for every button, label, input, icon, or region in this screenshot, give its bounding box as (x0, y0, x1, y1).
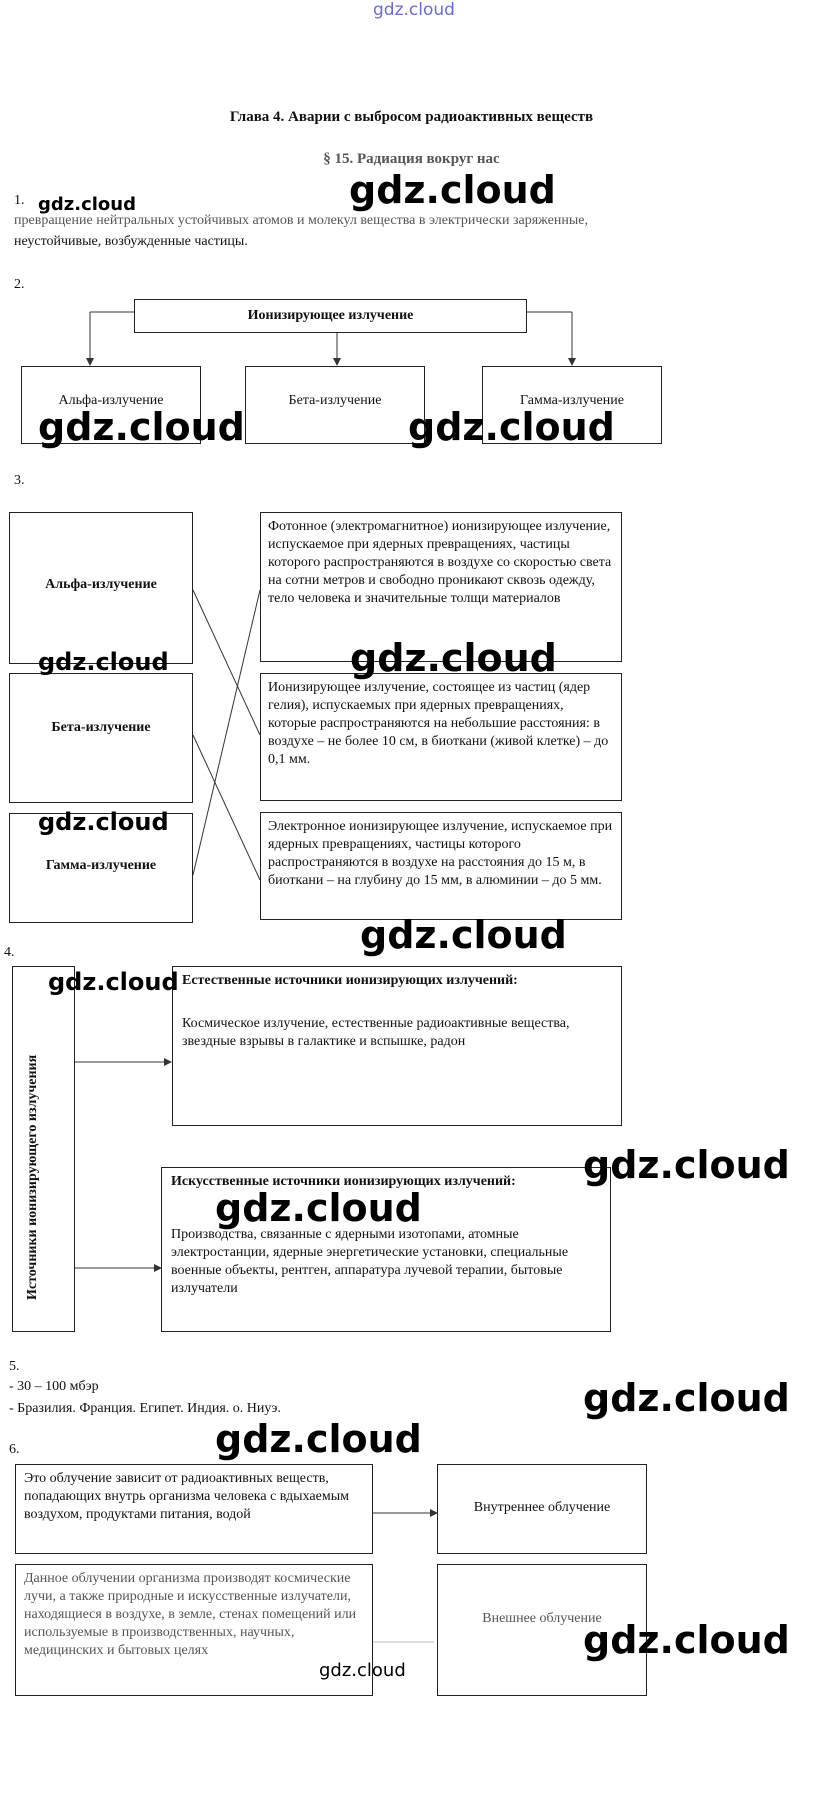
q3-left-box-beta (9, 673, 193, 803)
q4-vertical-box (12, 966, 75, 1332)
q2-child-box-beta (245, 366, 425, 444)
q4-artificial-text: Производства, связанные с ядерными изотопами, атомные электростанции, ядерные энергетические установки, специальные военные объекты, рентген, аппаратура лучевой терапии, бытовые излучатели (171, 1227, 569, 1296)
watermark-logo: gdz.cloud (38, 405, 245, 449)
watermark-logo: gdz.cloud (215, 1417, 422, 1461)
q2-child-label-alpha: Альфа-излучение (58, 393, 164, 408)
q2-root-box (134, 299, 527, 333)
q4-number: 4. (4, 945, 15, 960)
q1-number: 1. (14, 193, 25, 208)
q6-number: 6. (9, 1442, 20, 1457)
section-title: § 15. Радиация вокруг нас (323, 151, 500, 167)
q3-left-label-alpha: Альфа-излучение (45, 577, 157, 592)
q1-text-line2: неустойчивые, возбужденные частицы. (14, 234, 248, 249)
watermark-logo: gdz.cloud (38, 194, 136, 215)
watermark-logo: gdz.cloud (360, 913, 567, 957)
q4-natural-title: Естественные источники ионизирующих излучений: (182, 973, 518, 988)
q4-natural-text: Космическое излучение, естественные радиоактивные вещества, звездные взрывы в галактике и вспышке, радон (182, 1016, 570, 1049)
q3-right-text-1: Фотонное (электромагнитное) ионизирующее излучение, испускаемое при ядерных превращениях, частицы которого распространяются в воздухе со скоростью света на сотни метров и свободно проникают сквозь одежду, тело человека и значительные толщи материалов (268, 519, 612, 606)
q2-number: 2. (14, 277, 25, 292)
q4-natural-box (172, 966, 622, 1126)
q6-right-box-1 (437, 1464, 647, 1554)
q3-left-label-gamma: Гамма-излучение (45, 858, 157, 873)
q3-left-box-alpha (9, 512, 193, 664)
watermark-logo: gdz.cloud (319, 1660, 406, 1681)
chapter-title: Глава 4. Аварии с выбросом радиоактивных веществ (229, 109, 594, 125)
watermark-logo: gdz.cloud (583, 1618, 790, 1662)
q4-artificial-title: Искусственные источники ионизирующих излучений: (171, 1174, 516, 1189)
q3-number: 3. (14, 473, 25, 488)
header-watermark-link[interactable]: gdz.cloud (373, 0, 455, 20)
q3-left-label-beta: Бета-излучение (51, 720, 151, 735)
q2-child-label-gamma: Гамма-излучение (520, 393, 624, 408)
q2-root-label: Ионизирующее излучение (247, 308, 414, 323)
watermark-logo: gdz.cloud (38, 648, 169, 676)
q3-right-text-2: Ионизирующее излучение, состоящее из частиц (ядер гелия), испускаемых при ядерных превращениях, которые распространяются на небольшие расстояния: в воздухе – не более 10 см, в биоткани (живой клетке) – до 0,1 мм. (268, 680, 609, 767)
q3-right-box-2 (260, 673, 622, 801)
q2-child-label-beta: Бета-излучение (288, 393, 382, 408)
q6-left-box-1 (15, 1464, 373, 1554)
watermark-logo: gdz.cloud (350, 636, 557, 680)
watermark-logo: gdz.cloud (408, 405, 615, 449)
watermark-logo: gdz.cloud (48, 968, 179, 996)
q3-right-box-3 (260, 812, 622, 920)
q5-line2: - Бразилия. Франция. Египет. Индия. о. Ниуэ. (9, 1401, 281, 1416)
watermark-logo: gdz.cloud (38, 808, 169, 836)
q5-line1: - 30 – 100 мбэр (9, 1379, 99, 1394)
watermark-logo: gdz.cloud (215, 1186, 422, 1230)
q6-right-label-2: Внешнее облучение (482, 1611, 602, 1626)
q5-number: 5. (9, 1359, 20, 1374)
q6-left-text-2: Данное облучении организма производят космические лучи, а также природные и искусственные излучатели, находящиеся в воздухе, в земле, стенах помещений или используемые в производственных, научных, медицинских и бытовых целях (24, 1571, 357, 1658)
q6-right-label-1: Внутреннее облучение (473, 1500, 611, 1515)
q1-text-line1: превращение нейтральных устойчивых атомов и молекул вещества в электрически заряженные, (14, 213, 588, 228)
q3-right-text-3: Электронное ионизирующее излучение, испускаемое при ядерных превращениях, частицы которого распространяются в воздухе на расстояния до 15 м, в биоткани – на глубину до 15 мм, в алюминии – до 5 мм. (268, 819, 613, 888)
watermark-logo: gdz.cloud (583, 1376, 790, 1420)
watermark-logo: gdz.cloud (349, 168, 556, 212)
q6-left-text-1: Это облучение зависит от радиоактивных веществ, попадающих внутрь организма человека с вдыхаемым воздухом, продуктами питания, водой (24, 1471, 349, 1522)
watermark-logo: gdz.cloud (583, 1143, 790, 1187)
q4-vertical-label: Источники ионизирующего излучения (25, 1054, 40, 1300)
